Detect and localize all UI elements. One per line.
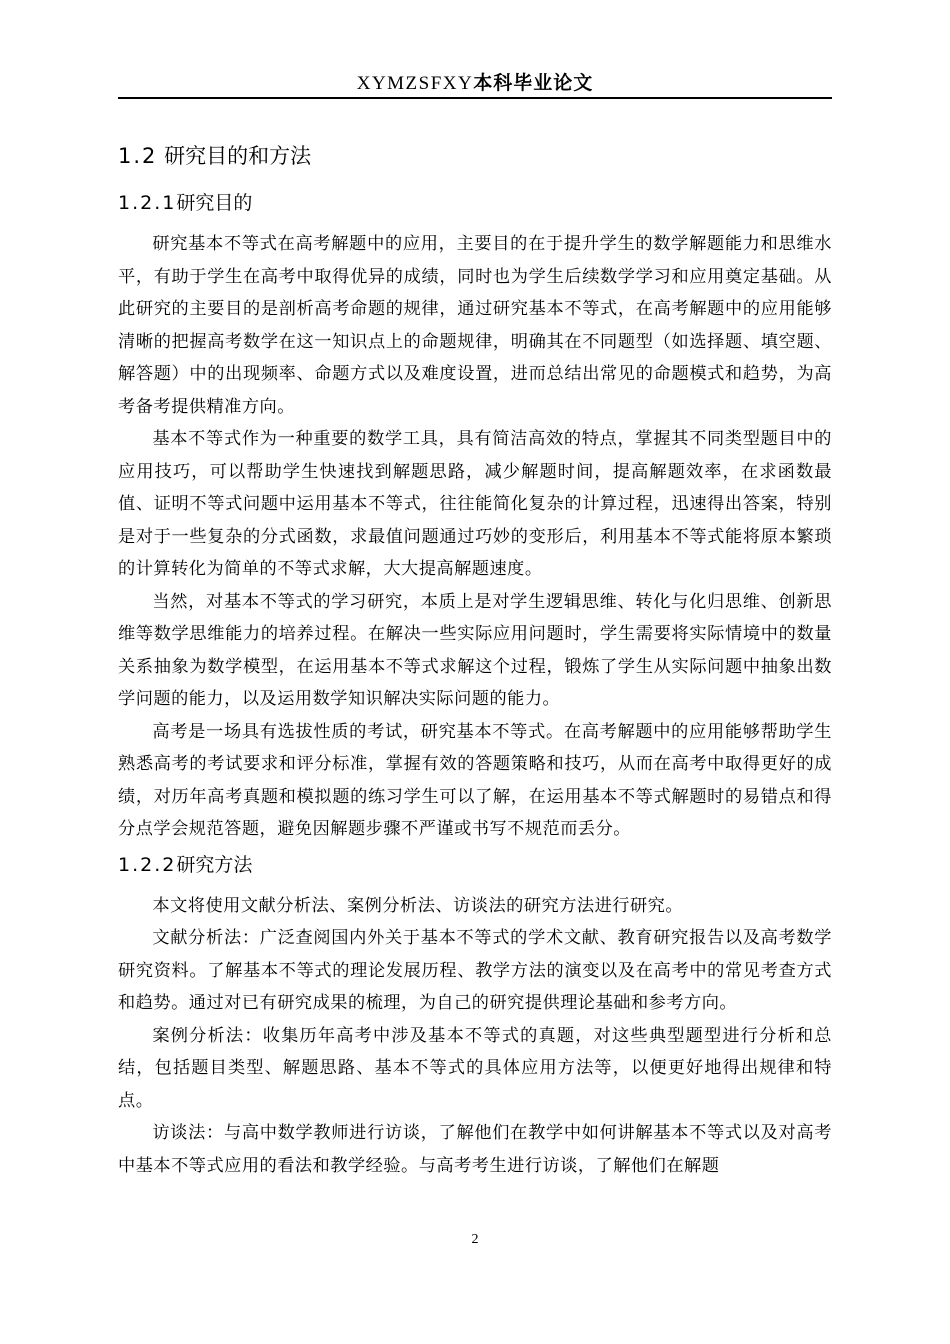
paragraph: 案例分析法：收集历年高考中涉及基本不等式的真题，对这些典型题型进行分析和总结，包括题目类型、解题思路、基本不等式的具体应用方法等，以便更好地得出规律和特点。 [118,1025,832,1111]
subsection-heading-method [118,850,832,880]
subsection-title: 研究方法 [176,853,253,876]
subsection-title: 研究目的 [176,192,253,214]
page-header [118,70,832,97]
document-body [118,138,832,1182]
paragraph: 基本不等式作为一种重要的数学工具，具有简洁高效的特点，掌握其不同类型题目中的应用技巧，可以帮助学生快速找到解题思路，减少解题时间，提高解题效率，在求函数最值、证明不等式问题中运用基本不等式，往往能简化复杂的计算过程，迅速得出答案，特别是对于一些复杂的分式函数，求最值问题通过巧妙的变形后，利用基本不等式能将原本繁琐的计算转化为简单的不等式求解，大大提高解题速度。 [118,429,832,579]
paragraph: 研究基本不等式在高考解题中的应用，主要目的在于提升学生的数学解题能力和思维水平，有助于学生在高考中取得优异的成绩，同时也为学生后续数学学习和应用奠定基础。从此研究的主要目的是剖析高考命题的规律，通过研究基本不等式，在高考解题中的应用能够清晰的把握高考数学在这一知识点上的命题规律，明确其在不同题型（如选择题、填空题、解答题）中的出现频率、命题方式以及难度设置，进而总结出常见的命题模式和趋势，为高考备考提供精准方向。 [118,234,832,417]
section-number: 1.2 [118,144,158,168]
header-title-en: XYMZSFXY [356,73,474,94]
paragraph: 当然，对基本不等式的学习研究，本质上是对学生逻辑思维、转化与化归思维、创新思维等数学思维能力的培养过程。在解决一些实际应用问题时，学生需要将实际情境中的数量关系抽象为数学模型，在运用基本不等式求解这个过程，锻炼了学生从实际问题中抽象出数学问题的能力，以及运用数学知识解决实际问题的能力。 [118,591,832,709]
subsection-number: 1.2.2 [118,853,177,876]
subsection-heading-purpose [118,188,832,218]
paragraph: 本文将使用文献分析法、案例分析法、访谈法的研究方法进行研究。 [152,895,684,916]
paragraph: 访谈法：与高中数学教师进行访谈，了解他们在教学中如何讲解基本不等式以及对高考中基本不等式应用的看法和教学经验。与高考考生进行访谈，了解他们在解题 [118,1123,832,1176]
subsection-number: 1.2.1 [118,192,177,214]
section-title: 研究目的和方法 [164,144,312,168]
paragraph: 高考是一场具有选拔性质的考试，研究基本不等式。在高考解题中的应用能够帮助学生熟悉高考的考试要求和评分标准，掌握有效的答题策略和技巧，从而在高考中取得更好的成绩，对历年高考真题和模拟题的练习学生可以了解，在运用基本不等式解题时的易错点和得分点学会规范答题，避免因解题步骤不严谨或书写不规范而丢分。 [118,721,832,839]
page-number: 2 [471,1232,479,1247]
section-heading [118,138,832,174]
header-title-zh: 本科毕业论文 [473,72,594,94]
header-rule [118,97,832,99]
paragraph: 文献分析法：广泛查阅国内外关于基本不等式的学术文献、教育研究报告以及高考数学研究资料。了解基本不等式的理论发展历程、教学方法的演变以及在高考中的常见考查方式和趋势。通过对已有研究成果的梳理，为自己的研究提供理论基础和参考方向。 [118,928,832,1013]
